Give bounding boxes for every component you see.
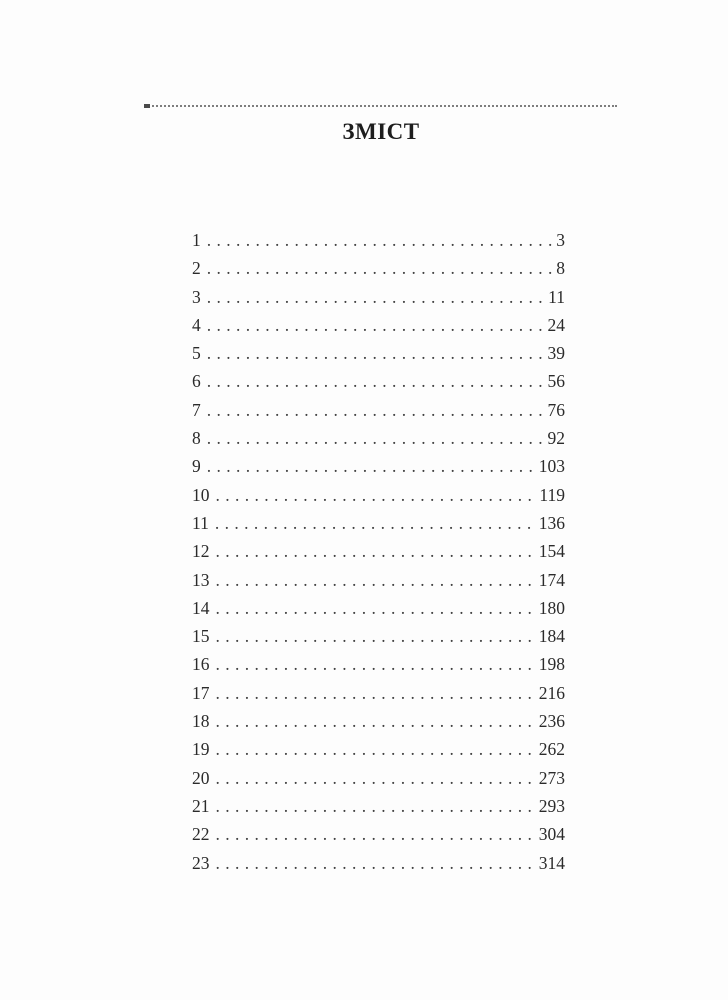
toc-entry-page: 293 (538, 795, 565, 816)
toc-entry-page: 216 (538, 682, 565, 703)
toc-entry-page: 39 (547, 343, 565, 364)
toc-entry (192, 820, 565, 848)
toc-entry-label: 4 (192, 314, 201, 335)
toc-entry-label: 21 (192, 795, 210, 816)
toc-entry (192, 735, 565, 763)
table-of-contents (192, 226, 565, 877)
toc-entry (192, 594, 565, 622)
toc-entry (192, 650, 565, 678)
dotted-divider (145, 105, 617, 107)
toc-leader-dots (216, 849, 536, 877)
toc-entry-page: 119 (539, 484, 565, 505)
toc-leader-dots (207, 311, 545, 339)
toc-entry-label: 12 (192, 541, 210, 562)
toc-entry-page: 103 (538, 456, 565, 477)
toc-leader-dots (207, 254, 554, 282)
toc-entry-page: 136 (538, 512, 565, 533)
toc-entry-label: 7 (192, 399, 201, 420)
toc-entry-page: 8 (556, 258, 565, 279)
toc-entry-label: 3 (192, 286, 201, 307)
toc-leader-dots (207, 226, 554, 254)
toc-leader-dots (207, 339, 545, 367)
toc-entry (192, 311, 565, 339)
toc-leader-dots (207, 367, 545, 395)
toc-entry-label: 20 (192, 767, 210, 788)
toc-entry (192, 339, 565, 367)
toc-entry (192, 254, 565, 282)
toc-entry-page: 180 (538, 597, 565, 618)
toc-leader-dots (216, 650, 536, 678)
toc-entry (192, 509, 565, 537)
toc-leader-dots (216, 820, 536, 848)
toc-entry-label: 2 (192, 258, 201, 279)
toc-entry-page: 3 (556, 230, 565, 250)
toc-entry (192, 707, 565, 735)
toc-entry (192, 679, 565, 707)
toc-entry-label: 10 (192, 484, 210, 505)
toc-entry-page: 154 (538, 541, 565, 562)
toc-entry-page: 304 (538, 824, 565, 845)
toc-entry-page: 184 (538, 626, 565, 647)
toc-entry (192, 226, 565, 254)
toc-entry-page: 314 (538, 852, 565, 873)
toc-entry (192, 283, 565, 311)
toc-entry-label: 11 (192, 512, 209, 533)
toc-entry-page: 174 (538, 569, 565, 590)
toc-entry-label: 1 (192, 230, 201, 250)
toc-entry-label: 5 (192, 343, 201, 364)
toc-entry-label: 17 (192, 682, 210, 703)
toc-entry-page: 92 (547, 428, 565, 449)
toc-entry-page: 198 (538, 654, 565, 675)
toc-entry-label: 18 (192, 711, 210, 732)
toc-entry-label: 23 (192, 852, 210, 873)
toc-entry (192, 537, 565, 565)
toc-leader-dots (216, 735, 536, 763)
toc-entry-label: 22 (192, 824, 210, 845)
toc-entry-page: 273 (538, 767, 565, 788)
toc-entry-label: 13 (192, 569, 210, 590)
toc-entry-label: 8 (192, 428, 201, 449)
toc-leader-dots (216, 679, 536, 707)
toc-entry-page: 76 (547, 399, 565, 420)
toc-entry-page: 11 (548, 286, 565, 307)
toc-leader-dots (207, 452, 536, 480)
toc-leader-dots (216, 764, 536, 792)
toc-leader-dots (216, 566, 536, 594)
toc-entry-label: 15 (192, 626, 210, 647)
toc-entry (192, 622, 565, 650)
toc-leader-dots (207, 424, 545, 452)
toc-entry-page: 56 (547, 371, 565, 392)
toc-entry (192, 396, 565, 424)
toc-leader-dots (215, 509, 536, 537)
toc-entry (192, 481, 565, 509)
toc-entry-page: 236 (538, 711, 565, 732)
toc-entry-label: 9 (192, 456, 201, 477)
toc-entry-label: 6 (192, 371, 201, 392)
toc-entry-label: 16 (192, 654, 210, 675)
toc-entry (192, 452, 565, 480)
toc-entry (192, 367, 565, 395)
toc-leader-dots (216, 792, 536, 820)
toc-leader-dots (216, 594, 536, 622)
page-title: ЗМІСТ (342, 119, 420, 144)
toc-leader-dots (216, 707, 536, 735)
toc-entry-page: 24 (547, 314, 565, 335)
toc-entry (192, 764, 565, 792)
toc-entry (192, 792, 565, 820)
toc-entry-label: 19 (192, 739, 210, 760)
toc-entry-page: 262 (538, 739, 565, 760)
toc-entry (192, 849, 565, 877)
toc-leader-dots (207, 396, 545, 424)
toc-entry-label: 14 (192, 597, 210, 618)
toc-leader-dots (216, 537, 536, 565)
toc-leader-dots (216, 622, 536, 650)
toc-leader-dots (216, 481, 537, 509)
toc-entry (192, 424, 565, 452)
toc-leader-dots (207, 283, 545, 311)
toc-entry (192, 566, 565, 594)
